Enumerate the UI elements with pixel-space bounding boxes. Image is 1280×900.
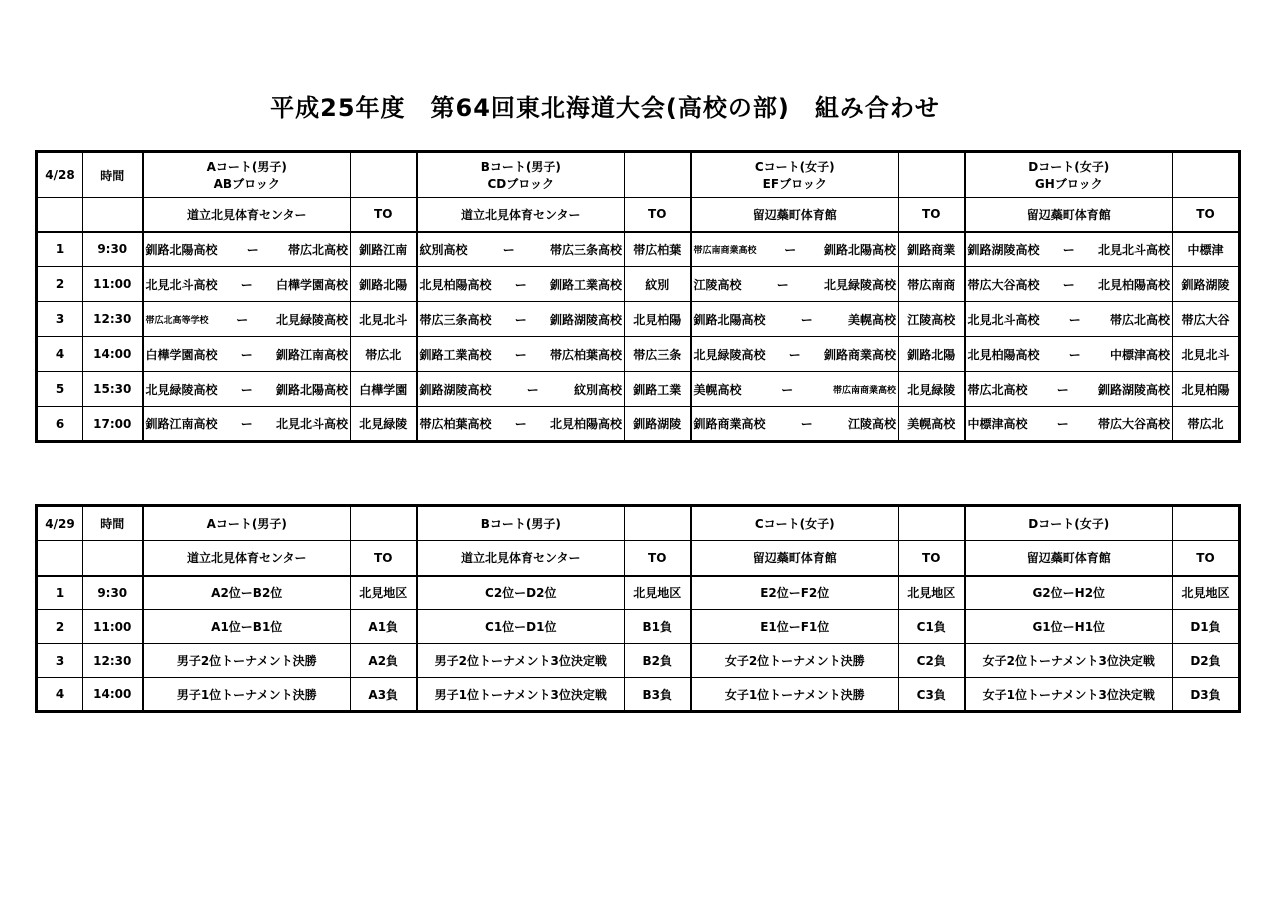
- match-cell: [691, 407, 899, 442]
- court-name: Bコート(男子): [480, 160, 561, 174]
- match-cell: 男子1位トーナメント決勝: [143, 678, 351, 712]
- match-pair: [420, 311, 623, 328]
- to-cell: C1負: [899, 610, 965, 644]
- to-cell: 北見地区: [351, 576, 417, 610]
- home-team: 中標津高校: [967, 417, 1028, 431]
- to-cell: B1負: [625, 610, 691, 644]
- match-cell: A1位ーB1位: [143, 610, 351, 644]
- match-time: 11:00: [83, 610, 143, 644]
- home-team: 釧路北陽高校: [693, 312, 766, 327]
- to-cell: 北見北斗: [351, 302, 417, 337]
- home-team: 帯広北高校: [967, 382, 1028, 397]
- venue-cell: 道立北見体育センター: [417, 541, 625, 576]
- to-cell: 北見北斗: [1173, 337, 1240, 372]
- blank-cell: [37, 541, 83, 576]
- versus-dash: ー: [788, 347, 801, 362]
- match-pair: [968, 346, 1171, 363]
- match-number: 1: [37, 232, 83, 267]
- versus-dash: ー: [514, 277, 527, 292]
- versus-dash: ー: [800, 312, 813, 327]
- versus-dash: ー: [514, 347, 527, 362]
- away-team: 釧路工業高校: [549, 277, 622, 292]
- to-cell: 釧路湖陵: [1173, 267, 1240, 302]
- court-name: Aコート(男子): [206, 517, 287, 531]
- table-row: [37, 644, 1240, 678]
- court-header: [417, 152, 625, 198]
- home-team: 北見柏陽高校: [967, 347, 1040, 362]
- to-cell: 帯広南商: [899, 267, 965, 302]
- home-team: 帯広南商業高校: [693, 245, 757, 256]
- match-pair: [694, 381, 897, 398]
- match-cell: G2位ーH2位: [965, 576, 1173, 610]
- to-cell: 北見地区: [1173, 576, 1240, 610]
- match-cell: [143, 267, 351, 302]
- table-row: [37, 232, 1240, 267]
- match-cell: 女子1位トーナメント決勝: [691, 678, 899, 712]
- away-team: 帯広三条高校: [549, 242, 622, 257]
- match-pair: [968, 415, 1171, 432]
- match-cell: C2位ーD2位: [417, 576, 625, 610]
- match-cell: A2位ーB2位: [143, 576, 351, 610]
- date-cell: 4/28: [37, 152, 83, 198]
- time-header: 時間: [83, 152, 143, 198]
- to-cell: 釧路商業: [899, 232, 965, 267]
- court-header: [691, 506, 899, 541]
- home-team: 釧路商業高校: [693, 417, 766, 431]
- match-pair: [968, 381, 1171, 398]
- home-team: 北見柏陽高校: [419, 277, 492, 292]
- away-team: 江陵高校: [847, 417, 896, 431]
- versus-dash: ー: [776, 277, 789, 292]
- to-cell: 北見柏陽: [1173, 372, 1240, 407]
- versus-dash: ー: [1062, 242, 1075, 257]
- home-team: 釧路江南高校: [145, 417, 218, 431]
- court-block: EFブロック: [762, 177, 827, 191]
- to-header: TO: [351, 541, 417, 576]
- to-header-blank: [625, 152, 691, 198]
- home-team: 帯広大谷高校: [967, 277, 1040, 292]
- blank-cell: [83, 198, 143, 232]
- to-header: TO: [351, 198, 417, 232]
- match-time: 15:30: [83, 372, 143, 407]
- to-header-blank: [1173, 152, 1240, 198]
- court-name: Cコート(女子): [754, 160, 835, 174]
- to-header: TO: [899, 198, 965, 232]
- match-time: 11:00: [83, 267, 143, 302]
- versus-dash: ー: [240, 417, 253, 431]
- match-time: 12:30: [83, 302, 143, 337]
- match-number: 3: [37, 302, 83, 337]
- match-cell: [417, 372, 625, 407]
- home-team: 紋別高校: [419, 242, 468, 257]
- to-cell: A2負: [351, 644, 417, 678]
- away-team: 帯広北高校: [1109, 312, 1170, 327]
- table-row: [37, 407, 1240, 442]
- to-cell: 北見柏陽: [625, 302, 691, 337]
- to-cell: A1負: [351, 610, 417, 644]
- court-header: [417, 506, 625, 541]
- to-header-blank: [625, 506, 691, 541]
- away-team: 北見緑陵高校: [823, 277, 896, 292]
- away-team: 帯広大谷高校: [1097, 417, 1170, 431]
- table-row: [37, 267, 1240, 302]
- to-cell: 釧路北陽: [899, 337, 965, 372]
- match-cell: 女子2位トーナメント決勝: [691, 644, 899, 678]
- match-cell: [691, 337, 899, 372]
- match-number: 6: [37, 407, 83, 442]
- court-name: Dコート(女子): [1028, 517, 1110, 531]
- away-team: 北見緑陵高校: [275, 312, 348, 327]
- home-team: 帯広柏葉高校: [419, 417, 492, 431]
- match-time: 9:30: [83, 576, 143, 610]
- match-cell: [143, 302, 351, 337]
- match-cell: [965, 372, 1173, 407]
- table-row: [37, 576, 1240, 610]
- match-cell: [965, 232, 1173, 267]
- match-time: 9:30: [83, 232, 143, 267]
- to-cell: C3負: [899, 678, 965, 712]
- home-team: 江陵高校: [693, 277, 742, 292]
- match-pair: [694, 346, 897, 363]
- away-team: 帯広柏葉高校: [549, 347, 622, 362]
- to-cell: D2負: [1173, 644, 1240, 678]
- versus-dash: ー: [800, 417, 813, 431]
- match-pair: [146, 311, 349, 328]
- away-team: 北見柏陽高校: [549, 417, 622, 431]
- match-pair: [146, 346, 349, 363]
- match-cell: [417, 337, 625, 372]
- venue-cell: 留辺蘂町体育館: [691, 198, 899, 232]
- away-team: 釧路湖陵高校: [1097, 382, 1170, 397]
- court-block: GHブロック: [1034, 177, 1103, 191]
- to-cell: B2負: [625, 644, 691, 678]
- match-pair: [694, 415, 897, 432]
- to-cell: 美幌高校: [899, 407, 965, 442]
- table-row: [37, 337, 1240, 372]
- versus-dash: ー: [1062, 277, 1075, 292]
- match-number: 2: [37, 267, 83, 302]
- versus-dash: ー: [514, 417, 527, 431]
- blank-cell: [37, 198, 83, 232]
- away-team: 釧路湖陵高校: [549, 312, 622, 327]
- court-header: [965, 152, 1173, 198]
- to-header: TO: [1173, 198, 1240, 232]
- match-cell: 男子1位トーナメント3位決定戦: [417, 678, 625, 712]
- away-team: 中標津高校: [1109, 347, 1170, 362]
- away-team: 釧路江南高校: [275, 347, 348, 362]
- to-cell: D1負: [1173, 610, 1240, 644]
- court-name: Bコート(男子): [480, 517, 561, 531]
- home-team: 北見北斗高校: [145, 277, 218, 292]
- to-cell: A3負: [351, 678, 417, 712]
- match-pair: [146, 241, 349, 258]
- match-time: 12:30: [83, 644, 143, 678]
- match-pair: [420, 415, 623, 432]
- venue-cell: 道立北見体育センター: [143, 198, 351, 232]
- away-team: 北見北斗高校: [275, 417, 348, 431]
- away-team: 紋別高校: [573, 382, 622, 397]
- to-cell: 北見地区: [899, 576, 965, 610]
- match-cell: [143, 407, 351, 442]
- match-cell: 女子1位トーナメント3位決定戦: [965, 678, 1173, 712]
- away-team: 帯広北高校: [287, 242, 348, 257]
- to-cell: D3負: [1173, 678, 1240, 712]
- to-cell: 北見緑陵: [351, 407, 417, 442]
- match-cell: C1位ーD1位: [417, 610, 625, 644]
- to-cell: 帯広三条: [625, 337, 691, 372]
- to-header-blank: [351, 506, 417, 541]
- court-header: [965, 506, 1173, 541]
- home-team: 帯広三条高校: [419, 312, 492, 327]
- header-row: [37, 506, 1240, 541]
- match-cell: [417, 267, 625, 302]
- match-number: 3: [37, 644, 83, 678]
- home-team: 北見北斗高校: [967, 312, 1040, 327]
- match-cell: [965, 267, 1173, 302]
- versus-dash: ー: [240, 382, 253, 397]
- match-cell: [691, 302, 899, 337]
- match-pair: [694, 276, 897, 293]
- home-team: 美幌高校: [693, 382, 742, 397]
- to-cell: 白樺学園: [351, 372, 417, 407]
- court-name: Aコート(男子): [206, 160, 287, 174]
- to-header-blank: [1173, 506, 1240, 541]
- match-pair: [420, 346, 623, 363]
- home-team: 北見緑陵高校: [693, 347, 766, 362]
- match-cell: [965, 337, 1173, 372]
- time-header: 時間: [83, 506, 143, 541]
- to-header-blank: [899, 152, 965, 198]
- versus-dash: ー: [784, 242, 797, 257]
- to-cell: 帯広柏葉: [625, 232, 691, 267]
- versus-dash: ー: [502, 242, 515, 257]
- versus-dash: ー: [1056, 382, 1069, 397]
- match-pair: [694, 241, 897, 258]
- match-pair: [968, 276, 1171, 293]
- court-block: CDブロック: [487, 177, 555, 191]
- match-cell: 男子2位トーナメント3位決定戦: [417, 644, 625, 678]
- table-row: [37, 678, 1240, 712]
- match-cell: [691, 232, 899, 267]
- court-name: Dコート(女子): [1028, 160, 1110, 174]
- venue-cell: 道立北見体育センター: [417, 198, 625, 232]
- match-pair: [968, 241, 1171, 258]
- match-cell: [417, 302, 625, 337]
- day1-schedule-table: [35, 150, 1241, 443]
- home-team: 釧路北陽高校: [145, 242, 218, 257]
- match-pair: [420, 276, 623, 293]
- match-cell: [691, 267, 899, 302]
- to-cell: 釧路北陽: [351, 267, 417, 302]
- match-cell: [143, 372, 351, 407]
- match-cell: [417, 232, 625, 267]
- versus-dash: ー: [1068, 347, 1081, 362]
- table-row: [37, 302, 1240, 337]
- to-cell: 釧路江南: [351, 232, 417, 267]
- away-team: 釧路商業高校: [823, 347, 896, 362]
- match-time: 14:00: [83, 678, 143, 712]
- home-team: 白樺学園高校: [145, 347, 218, 362]
- versus-dash: ー: [236, 312, 249, 327]
- date-cell: 4/29: [37, 506, 83, 541]
- versus-dash: ー: [240, 277, 253, 292]
- venue-cell: 道立北見体育センター: [143, 541, 351, 576]
- match-cell: 女子2位トーナメント3位決定戦: [965, 644, 1173, 678]
- match-pair: [694, 311, 897, 328]
- away-team: 釧路北陽高校: [823, 242, 896, 257]
- to-cell: 釧路工業: [625, 372, 691, 407]
- to-header-blank: [899, 506, 965, 541]
- to-cell: 中標津: [1173, 232, 1240, 267]
- to-header: TO: [625, 198, 691, 232]
- blank-cell: [83, 541, 143, 576]
- versus-dash: ー: [526, 382, 539, 397]
- away-team: 釧路北陽高校: [275, 382, 348, 397]
- versus-dash: ー: [1068, 312, 1081, 327]
- match-cell: 男子2位トーナメント決勝: [143, 644, 351, 678]
- to-cell: C2負: [899, 644, 965, 678]
- match-pair: [420, 241, 623, 258]
- away-team: 白樺学園高校: [275, 277, 348, 292]
- match-cell: E2位ーF2位: [691, 576, 899, 610]
- versus-dash: ー: [240, 347, 253, 362]
- to-header: TO: [899, 541, 965, 576]
- venue-row: [37, 198, 1240, 232]
- match-cell: G1位ーH1位: [965, 610, 1173, 644]
- table-row: [37, 610, 1240, 644]
- header-row: [37, 152, 1240, 198]
- match-number: 2: [37, 610, 83, 644]
- match-number: 4: [37, 678, 83, 712]
- to-cell: 江陵高校: [899, 302, 965, 337]
- match-pair: [146, 381, 349, 398]
- court-header: [143, 506, 351, 541]
- match-cell: [417, 407, 625, 442]
- versus-dash: ー: [514, 312, 527, 327]
- match-time: 14:00: [83, 337, 143, 372]
- home-team: 帯広北高等学校: [145, 315, 209, 326]
- match-pair: [968, 311, 1171, 328]
- match-cell: [143, 232, 351, 267]
- court-block: ABブロック: [213, 177, 280, 191]
- away-team: 帯広南商業高校: [832, 385, 896, 396]
- home-team: 釧路湖陵高校: [419, 382, 492, 397]
- match-pair: [146, 415, 349, 432]
- court-name: Cコート(女子): [754, 517, 835, 531]
- venue-row: [37, 541, 1240, 576]
- away-team: 北見北斗高校: [1097, 242, 1170, 257]
- to-cell: 紋別: [625, 267, 691, 302]
- home-team: 釧路湖陵高校: [967, 242, 1040, 257]
- to-cell: 帯広北: [351, 337, 417, 372]
- to-cell: B3負: [625, 678, 691, 712]
- match-pair: [420, 381, 623, 398]
- page-title: 平成25年度 第64回東北海道大会(高校の部) 組み合わせ: [270, 94, 940, 122]
- versus-dash: ー: [781, 382, 794, 397]
- match-cell: [691, 372, 899, 407]
- home-team: 北見緑陵高校: [145, 382, 218, 397]
- venue-cell: 留辺蘂町体育館: [965, 541, 1173, 576]
- day2-schedule-table: [35, 504, 1241, 713]
- to-cell: 帯広大谷: [1173, 302, 1240, 337]
- to-header-blank: [351, 152, 417, 198]
- to-cell: 北見地区: [625, 576, 691, 610]
- to-cell: 帯広北: [1173, 407, 1240, 442]
- court-header: [143, 152, 351, 198]
- versus-dash: ー: [246, 242, 259, 257]
- match-pair: [146, 276, 349, 293]
- away-team: 北見柏陽高校: [1097, 277, 1170, 292]
- match-cell: E1位ーF1位: [691, 610, 899, 644]
- match-cell: [143, 337, 351, 372]
- match-number: 4: [37, 337, 83, 372]
- match-number: 5: [37, 372, 83, 407]
- versus-dash: ー: [1056, 417, 1069, 431]
- court-header: [691, 152, 899, 198]
- to-header: TO: [1173, 541, 1240, 576]
- to-header: TO: [625, 541, 691, 576]
- table-row: [37, 372, 1240, 407]
- to-cell: 釧路湖陵: [625, 407, 691, 442]
- match-number: 1: [37, 576, 83, 610]
- away-team: 美幌高校: [847, 312, 896, 327]
- match-cell: [965, 302, 1173, 337]
- venue-cell: 留辺蘂町体育館: [691, 541, 899, 576]
- match-time: 17:00: [83, 407, 143, 442]
- match-cell: [965, 407, 1173, 442]
- venue-cell: 留辺蘂町体育館: [965, 198, 1173, 232]
- home-team: 釧路工業高校: [419, 347, 492, 362]
- to-cell: 北見緑陵: [899, 372, 965, 407]
